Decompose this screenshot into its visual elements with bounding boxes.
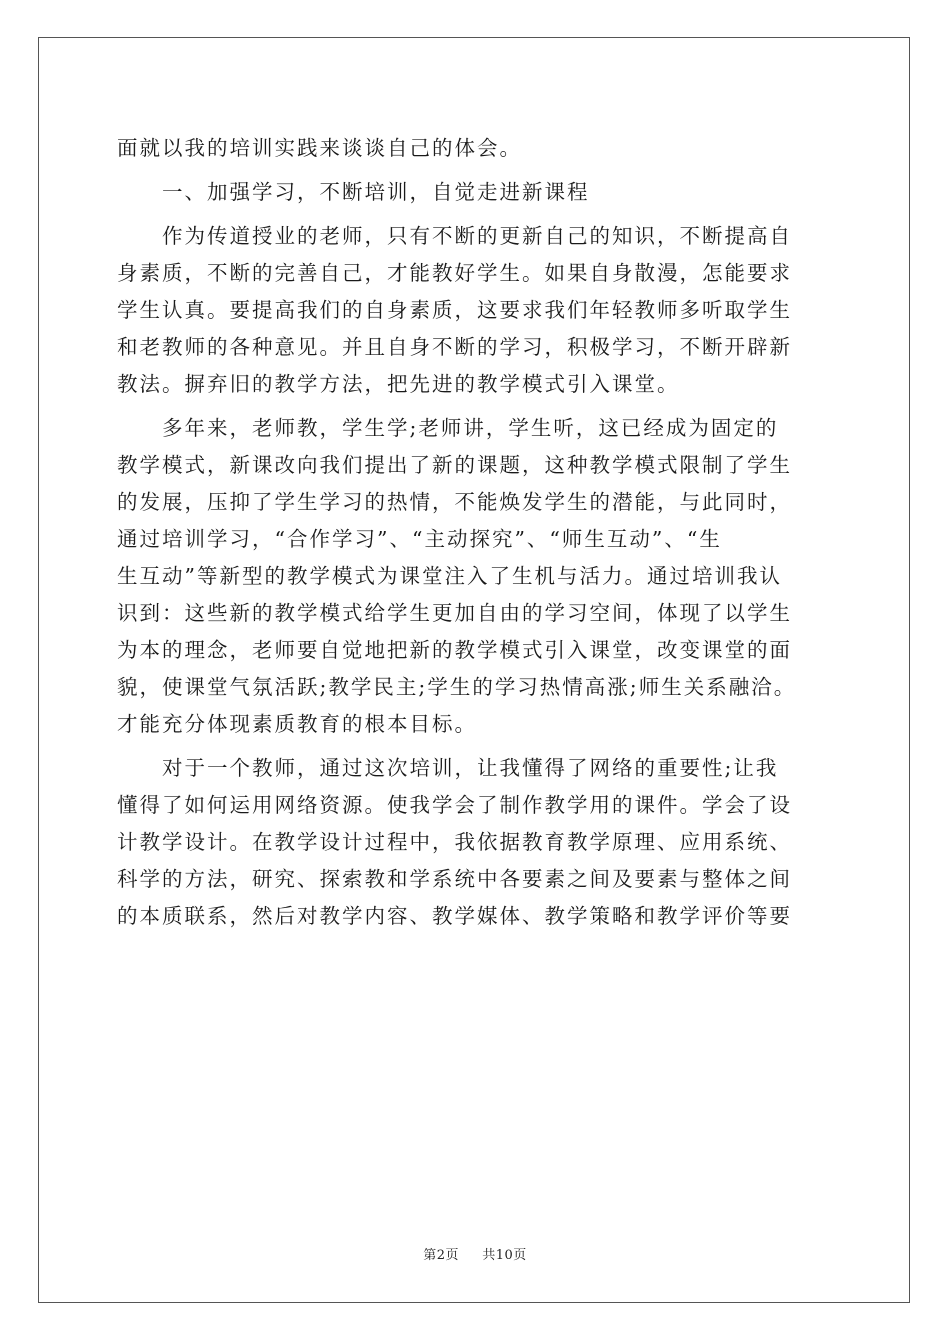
text-line: 生互动”等新型的教学模式为课堂注入了生机与活力。通过培训我认 <box>117 564 782 588</box>
paragraph <box>117 174 842 211</box>
text-line: 面就以我的培训实践来谈谈自己的体会。 <box>117 136 522 160</box>
text-line: 通过培训学习，“合作学习”、“主动探究”、“师生互动”、“生 <box>117 527 722 551</box>
text-line: 科学的方法，研究、探索教和学系统中各要素之间及要素与整体之间 <box>117 867 792 891</box>
text-line: 教法。摒弃旧的教学方法，把先进的教学模式引入课堂。 <box>117 372 680 396</box>
text-line: 和老教师的各种意见。并且自身不断的学习，积极学习，不断开辟新 <box>117 335 792 359</box>
text-line: 的本质联系，然后对教学内容、教学媒体、教学策略和教学评价等要 <box>117 904 792 928</box>
text-line: 作为传道授业的老师，只有不断的更新自己的知识，不断提高自 <box>162 224 792 248</box>
text-line: 的发展，压抑了学生学习的热情，不能焕发学生的潜能，与此同时， <box>117 490 792 514</box>
text-line: 识到：这些新的教学模式给学生更加自由的学习空间，体现了以学生 <box>117 601 792 625</box>
paragraph <box>117 218 842 403</box>
text-line: 为本的理念，老师要自觉地把新的教学模式引入课堂，改变课堂的面 <box>117 638 792 662</box>
text-line: 学生认真。要提高我们的自身素质，这要求我们年轻教师多听取学生 <box>117 298 792 322</box>
text-line: 对于一个教师，通过这次培训，让我懂得了网络的重要性;让我 <box>162 756 779 780</box>
document-body <box>117 130 842 942</box>
page-total: 共10页 <box>482 1248 527 1263</box>
paragraph <box>117 410 842 743</box>
paragraph <box>117 130 842 167</box>
text-line: 教学模式，新课改向我们提出了新的课题，这种教学模式限制了学生 <box>117 453 792 477</box>
text-line: 身素质，不断的完善自己，才能教好学生。如果自身散漫，怎能要求 <box>117 261 792 285</box>
text-line: 计教学设计。在教学设计过程中，我依据教育教学原理、应用系统、 <box>117 830 792 854</box>
paragraph <box>117 750 842 935</box>
text-line: 多年来，老师教，学生学;老师讲，学生听，这已经成为固定的 <box>162 416 779 440</box>
text-line: 一、加强学习，不断培训，自觉走进新课程 <box>162 180 590 204</box>
text-line: 才能充分体现素质教育的根本目标。 <box>117 712 477 736</box>
text-line: 貌，使课堂气氛活跃;教学民主;学生的学习热情高涨;师生关系融洽。 <box>117 675 797 699</box>
page-number: 第2页 <box>423 1248 459 1263</box>
page-footer <box>0 1248 950 1264</box>
text-line: 懂得了如何运用网络资源。使我学会了制作教学用的课件。学会了设 <box>117 793 792 817</box>
